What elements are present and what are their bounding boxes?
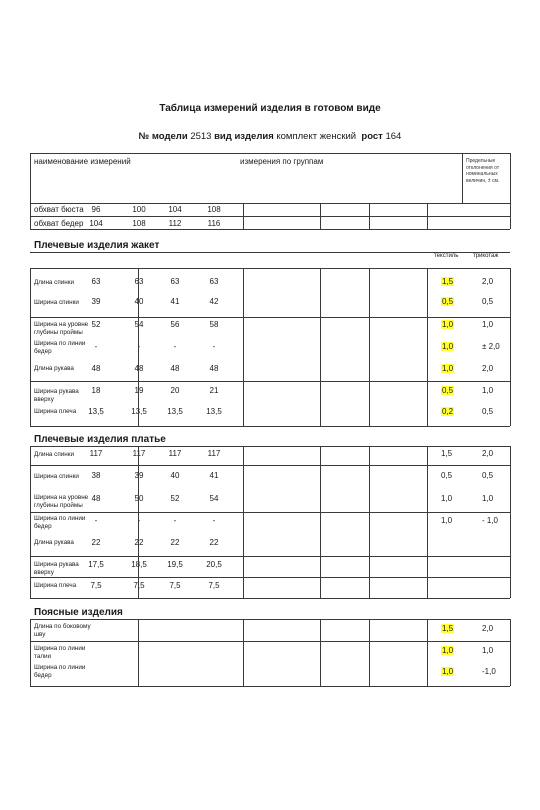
- col-divider: [138, 619, 139, 686]
- col-divider: [369, 268, 370, 426]
- col-divider: [30, 619, 31, 686]
- tolerance-textile-value: 1,0: [441, 516, 453, 525]
- row-value: 13,5: [131, 407, 147, 416]
- tolerance-textile: [441, 320, 454, 329]
- section-jacket-title: Плечевые изделия жакет: [34, 240, 160, 251]
- row-value: 17,5: [88, 560, 104, 569]
- tolerance-textile: [441, 646, 454, 655]
- row-divider: [30, 619, 510, 620]
- tolerance-textile-value: 0,5: [442, 297, 454, 306]
- col-divider: [243, 619, 244, 686]
- section-dress-title: Плечевые изделия платье: [34, 434, 166, 445]
- row-value: 7,5: [169, 581, 181, 590]
- tolerance-textile-value: 1,0: [442, 342, 454, 351]
- row-value: 22: [91, 538, 101, 547]
- row-value: 19,5: [167, 560, 183, 569]
- col-divider: [320, 619, 321, 686]
- tolerance-knit: 0,5: [482, 297, 494, 306]
- tolerance-textile-value: 1,5: [442, 624, 454, 633]
- header-tolerance-col: Предельные отклонения от номинальных величин, ± см.: [466, 158, 500, 184]
- col-divider: [243, 446, 244, 598]
- row-value: 54: [134, 320, 144, 329]
- row-value: 41: [209, 471, 219, 480]
- tolerance-textile-value: 1,5: [442, 277, 454, 286]
- kind-value: комплект женский: [276, 131, 357, 142]
- row-value: 42: [209, 297, 219, 306]
- row-label: Длина рукава: [34, 539, 74, 546]
- tolerance-knit: 2,0: [482, 277, 494, 286]
- tolerance-knit: 0,5: [482, 471, 494, 480]
- row-value: 48: [170, 364, 180, 373]
- row-label: Ширина по линии бедер: [34, 515, 86, 530]
- model-value: 2513: [190, 131, 212, 142]
- tolerance-textile: [441, 624, 454, 633]
- tolerance-knit: 2,0: [482, 449, 494, 458]
- row-value: 7,5: [208, 581, 220, 590]
- tolerance-textile: [441, 342, 454, 351]
- base-row-value: 104: [168, 205, 182, 214]
- tolerance-textile-value: 1,0: [442, 364, 454, 373]
- col-divider: [138, 268, 139, 426]
- row-value: 63: [91, 277, 101, 286]
- col-divider: [30, 446, 31, 598]
- row-value: 18,5: [131, 560, 147, 569]
- tolerance-textile: [441, 277, 454, 286]
- col-knit-label: трикотаж: [473, 253, 499, 259]
- row-value: 13,5: [167, 407, 183, 416]
- row-value: 22: [170, 538, 180, 547]
- tolerance-knit: -1,0: [482, 667, 496, 676]
- row-label: Ширина на уровне глубины проймы: [34, 321, 89, 336]
- row-value: -: [173, 516, 177, 525]
- tolerance-knit: - 1,0: [482, 516, 499, 525]
- tolerance-textile: [441, 449, 452, 458]
- tolerance-textile: [441, 364, 454, 373]
- row-value: 20,5: [206, 560, 222, 569]
- row-value: -: [137, 516, 141, 525]
- row-label: Длина спинки: [34, 279, 75, 286]
- row-value: 56: [170, 320, 180, 329]
- tolerance-knit: 2,0: [482, 364, 494, 373]
- col-divider: [369, 446, 370, 598]
- row-divider: [30, 577, 510, 578]
- row-label: Длина по боковому шву: [34, 623, 91, 638]
- row-value: 48: [209, 364, 219, 373]
- row-divider: [30, 317, 510, 318]
- col-divider: [510, 619, 511, 686]
- tolerance-textile-value: 1,0: [441, 494, 453, 503]
- tolerance-textile-value: 0,2: [442, 407, 454, 416]
- tolerance-textile: [441, 494, 452, 503]
- tolerance-knit: 1,0: [482, 320, 494, 329]
- base-row-value: 108: [132, 219, 146, 228]
- row-divider: [30, 556, 510, 557]
- col-divider: [30, 268, 31, 426]
- row-divider: [30, 512, 510, 513]
- base-row-value: 96: [91, 205, 101, 214]
- tolerance-knit: 1,0: [482, 386, 494, 395]
- height-label: рост: [361, 131, 383, 142]
- col-divider: [510, 268, 511, 426]
- header-groups-col: измерения по группам: [240, 157, 324, 166]
- tolerance-textile: [441, 407, 454, 416]
- row-value: -: [173, 342, 177, 351]
- row-value: 19: [134, 386, 144, 395]
- tolerance-textile-value: 0,5: [441, 471, 453, 480]
- row-label: Ширина на уровне глубины проймы: [34, 494, 89, 509]
- tolerance-textile: [441, 386, 454, 395]
- tolerance-textile-value: 1,5: [441, 449, 453, 458]
- row-value: 39: [134, 471, 144, 480]
- row-label: Ширина рукава вверху: [34, 388, 79, 403]
- model-subtitle: [0, 131, 540, 142]
- base-row-label: обхват бюста: [34, 205, 84, 214]
- row-value: -: [212, 516, 216, 525]
- tolerance-knit: 1,0: [482, 646, 494, 655]
- row-value: -: [94, 516, 98, 525]
- col-textile-label: текстиль: [434, 253, 459, 259]
- page-title: Таблица измерений изделия в готовом виде: [159, 103, 381, 114]
- row-value: 117: [132, 449, 146, 458]
- base-row-value: 104: [89, 219, 103, 228]
- row-label: Ширина рукава вверху: [34, 561, 79, 576]
- tolerance-knit: 0,5: [482, 407, 494, 416]
- row-value: 58: [209, 320, 219, 329]
- base-row-value: 100: [132, 205, 146, 214]
- row-divider: [30, 446, 510, 447]
- row-label: Ширина по линии бедер: [34, 340, 86, 355]
- row-value: 18: [91, 386, 101, 395]
- height-value: 164: [385, 131, 402, 142]
- row-value: 48: [91, 494, 101, 503]
- row-value: 117: [168, 449, 182, 458]
- row-value: -: [212, 342, 216, 351]
- row-value: 52: [170, 494, 180, 503]
- tolerance-knit: 1,0: [482, 494, 494, 503]
- row-value: 21: [209, 386, 219, 395]
- col-divider: [427, 268, 428, 426]
- tolerance-textile: [441, 667, 454, 676]
- row-value: 7,5: [133, 581, 145, 590]
- tolerance-textile-value: 1,0: [442, 320, 454, 329]
- tolerance-textile-value: 1,0: [442, 667, 454, 676]
- row-label: Длина рукава: [34, 365, 74, 372]
- col-divider: [369, 619, 370, 686]
- row-value: 50: [134, 494, 144, 503]
- col-divider: [510, 446, 511, 598]
- row-value: -: [94, 342, 98, 351]
- row-value: 7,5: [90, 581, 102, 590]
- row-value: 54: [209, 494, 219, 503]
- row-divider: [30, 598, 510, 599]
- row-label: Ширина плеча: [34, 408, 77, 415]
- tolerance-textile: [441, 297, 454, 306]
- model-label: № модели: [138, 131, 188, 142]
- col-divider: [427, 619, 428, 686]
- row-value: 63: [134, 277, 144, 286]
- kind-label: вид изделия: [214, 131, 274, 142]
- col-divider: [243, 268, 244, 426]
- row-value: 63: [170, 277, 180, 286]
- row-value: -: [137, 342, 141, 351]
- row-divider: [30, 465, 510, 466]
- row-value: 40: [170, 471, 180, 480]
- row-divider: [30, 381, 510, 382]
- row-label: Ширина спинки: [34, 473, 79, 480]
- row-value: 52: [91, 320, 101, 329]
- row-value: 117: [207, 449, 221, 458]
- base-row-value: 116: [207, 219, 221, 228]
- row-label: Ширина спинки: [34, 299, 79, 306]
- base-row-label: обхват бедер: [34, 219, 84, 228]
- header-name-col: наименование измерений: [34, 157, 131, 166]
- base-row-value: 108: [207, 205, 221, 214]
- row-value: 63: [209, 277, 219, 286]
- row-value: 20: [170, 386, 180, 395]
- row-value: 13,5: [206, 407, 222, 416]
- row-value: 117: [89, 449, 103, 458]
- row-value: 39: [91, 297, 101, 306]
- tolerance-textile: [441, 471, 452, 480]
- row-divider: [30, 686, 510, 687]
- row-value: 48: [134, 364, 144, 373]
- row-label: Ширина по линии бедер: [34, 664, 86, 679]
- row-value: 22: [134, 538, 144, 547]
- col-divider: [320, 268, 321, 426]
- row-label: Ширина плеча: [34, 582, 77, 589]
- row-value: 13,5: [88, 407, 104, 416]
- col-divider: [427, 446, 428, 598]
- row-value: 48: [91, 364, 101, 373]
- base-row-value: 112: [168, 219, 182, 228]
- row-divider: [30, 641, 510, 642]
- col-divider: [138, 446, 139, 598]
- row-value: 38: [91, 471, 101, 480]
- tolerance-textile-value: 1,0: [442, 646, 454, 655]
- row-value: 22: [209, 538, 219, 547]
- tolerance-textile: [441, 516, 452, 525]
- row-label: Длина спинки: [34, 451, 75, 458]
- row-divider: [30, 426, 510, 427]
- section-waist-title: Поясные изделия: [34, 607, 123, 618]
- col-divider: [320, 446, 321, 598]
- tolerance-knit: 2,0: [482, 624, 494, 633]
- tolerance-knit: ± 2,0: [482, 342, 500, 351]
- tolerance-textile-value: 0,5: [442, 386, 454, 395]
- row-label: Ширина по линии талии: [34, 645, 86, 660]
- row-value: 41: [170, 297, 180, 306]
- row-value: 40: [134, 297, 144, 306]
- row-divider: [30, 216, 510, 217]
